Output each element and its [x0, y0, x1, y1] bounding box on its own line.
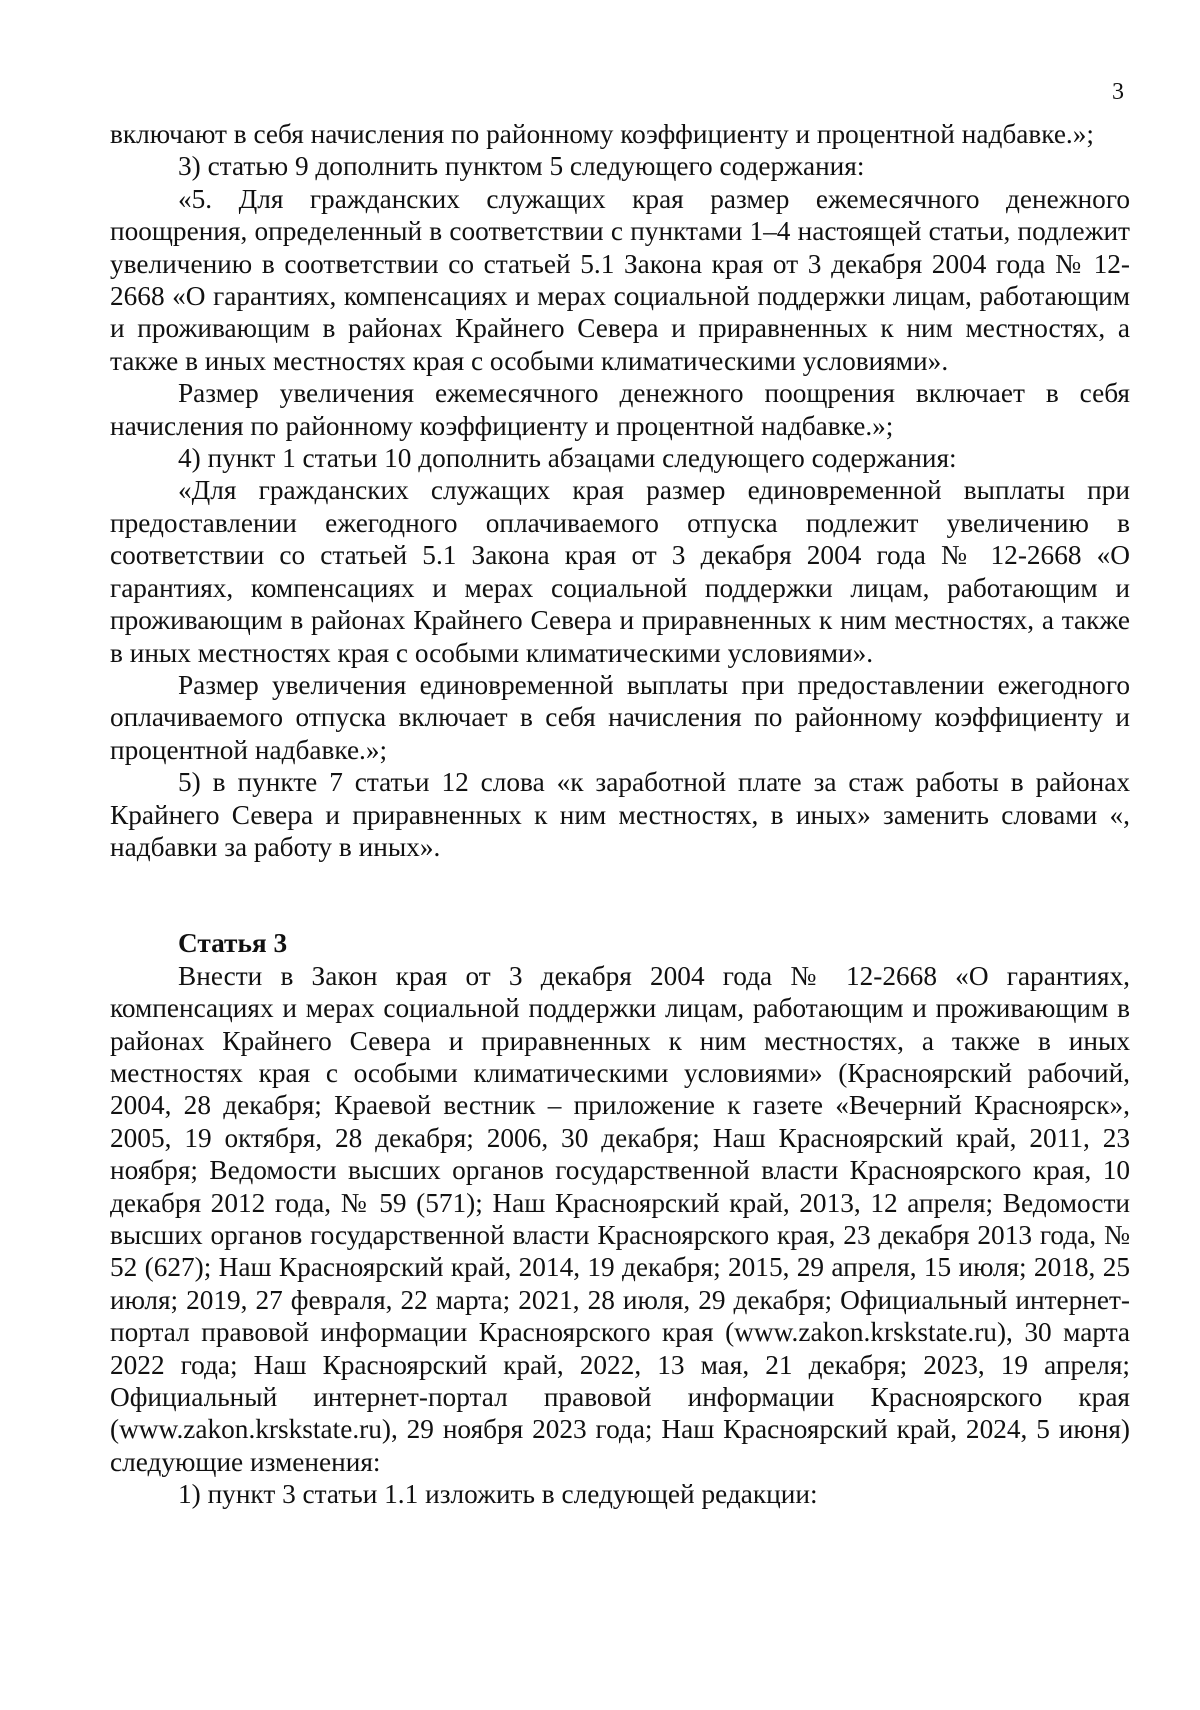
article-heading: Статья 3: [178, 928, 288, 959]
section-spacer: [110, 863, 1130, 927]
paragraph-item-5: 5) в пункте 7 статьи 12 слова «к заработной плате за стаж работы в районах Крайнего Севера и приравненных к ним местностях, в иных» заменить словами «, надбавки за работу в иных».: [110, 767, 1130, 862]
paragraph-item-1: 1) пункт 3 статьи 1.1 изложить в следующей редакции:: [178, 1479, 818, 1510]
paragraph-lump-sum-size: Размер увеличения единовременной выплаты при предоставлении ежегодного оплачиваемого отпуска включает в себя начисления по районному коэффициенту и процентной надбавке.»;: [110, 669, 1130, 765]
paragraph-item-4: 4) пункт 1 статьи 10 дополнить абзацами следующего содержания:: [178, 443, 957, 474]
paragraph-quote-lump-sum: «Для гражданских служащих края размер единовременной выплаты при предоставлении ежегодного оплачиваемого отпуска подлежит увеличению в соответствии со статьей 5.1 Закона края от 3 декабря 2004 года № 12-2668 «О гарантиях, компенсациях и мерах социальной поддержки лицам, работающим и проживающим в районах Крайнего Севера и приравненных к ним местностях, а также в иных местностях края с особыми климатическими условиями».: [110, 475, 1130, 668]
paragraph-item-3: 3) статью 9 дополнить пунктом 5 следующего содержания:: [178, 151, 865, 182]
paragraph-continuation: включают в себя начисления по районному коэффициенту и процентной надбавке.»;: [110, 119, 1094, 149]
page-number: 3: [1112, 79, 1124, 105]
document-body: [110, 118, 1130, 1511]
paragraph-quote-5: «5. Для гражданских служащих края размер ежемесячного денежного поощрения, определенный в соответствии с пунктами 1–4 настоящей статьи, подлежит увеличению в соответствии со статьей 5.1 Закона края от 3 декабря 2004 года № 12-2668 «О гарантиях, компенсациях и мерах социальной поддержки лицам, работающим и проживающим в районах Крайнего Севера и приравненных к ним местностях, а также в иных местностях края с особыми климатическими условиями».: [110, 183, 1130, 376]
paragraph-amendment-intro: Внести в Закон края от 3 декабря 2004 года № 12-2668 «О гарантиях, компенсациях и мерах социальной поддержки лицам, работающим и проживающим в районах Крайнего Севера и приравненных к ним местностях, а также в иных местностях края с особыми климатическими условиями» (Красноярский рабочий, 2004, 28 декабря; Краевой вестник – приложение к газете «Вечерний Красноярск», 2005, 19 октября, 28 декабря; 2006, 30 декабря; Наш Красноярский край, 2011, 23 ноября; Ведомости высших органов государственной власти Красноярского края, 10 декабря 2012 года, № 59 (571); Наш Красноярский край, 2013, 12 апреля; Ведомости высших органов государственной власти Красноярского края, 23 декабря 2013 года, № 52 (627); Наш Красноярский край, 2014, 19 декабря; 2015, 29 апреля, 15 июля; 2018, 25 июля; 2019, 27 февраля, 22 марта; 2021, 28 июля, 29 декабря; Официальный интернет-портал правовой информации Красноярского края (www.zakon.krskstate.ru), 30 марта 2022 года; Наш Красноярский край, 2022, 13 мая, 21 декабря; 2023, 19 апреля; Официальный интернет-портал правовой информации Красноярского края (www.zakon.krskstate.ru), 29 ноября 2023 года; Наш Красноярский край, 2024, 5 июня) следующие изменения:: [110, 960, 1130, 1477]
paragraph-increase-size: Размер увеличения ежемесячного денежного поощрения включает в себя начисления по районному коэффициенту и процентной надбавке.»;: [110, 378, 1130, 441]
